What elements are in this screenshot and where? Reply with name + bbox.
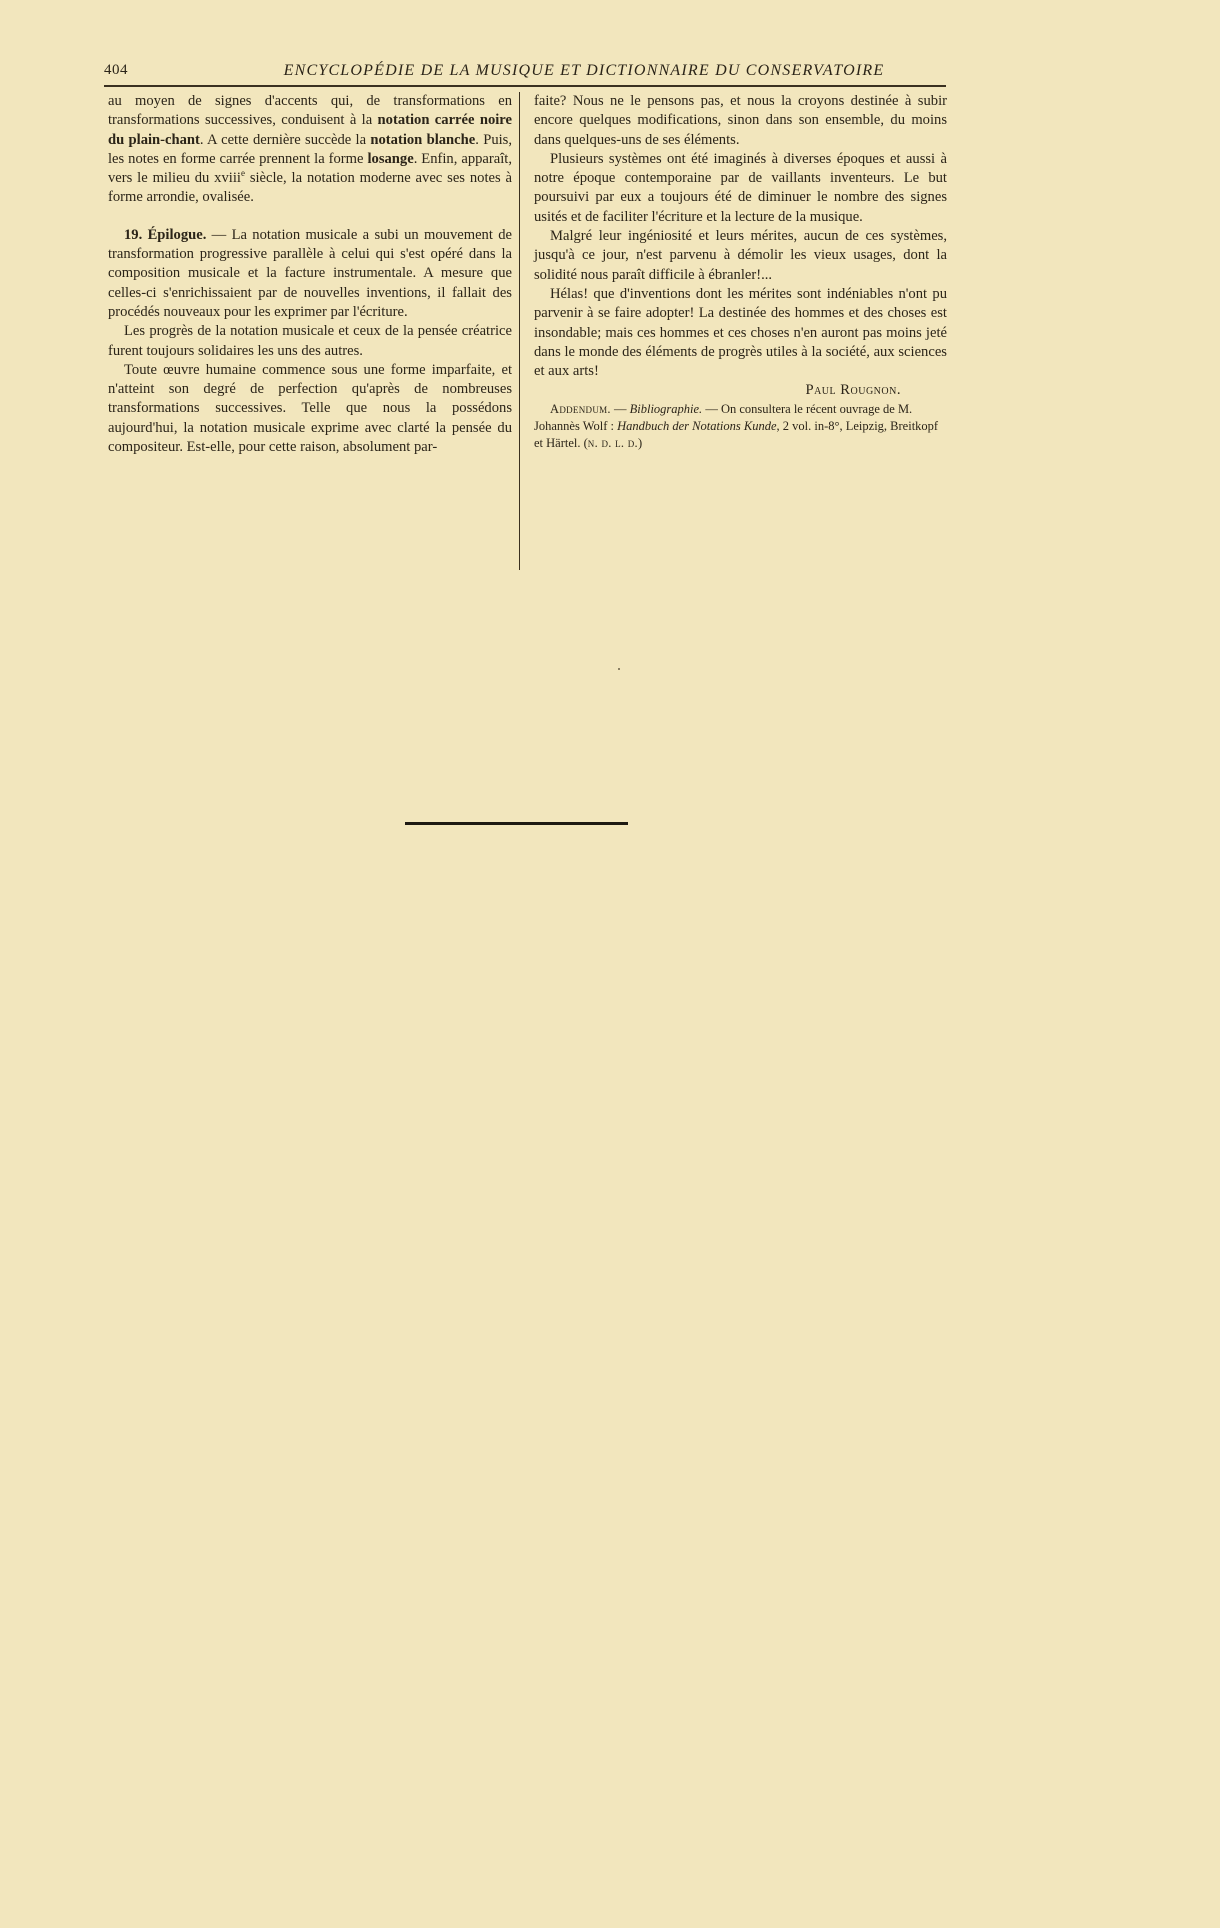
left-paragraph-1 xyxy=(108,92,512,208)
column-divider xyxy=(519,92,520,570)
addendum-topic: Bibliographie. xyxy=(629,401,703,416)
text-run: ) xyxy=(637,435,643,450)
text-run: siècle, la notation moderne avec ses notes à forme arrondie, ovalisée. xyxy=(108,170,512,206)
page-number: 404 xyxy=(104,62,128,78)
author-signature: Paul Rougnon. xyxy=(805,382,901,399)
header-rule xyxy=(104,85,946,87)
text-run: — xyxy=(610,401,630,416)
epilogue-paragraph xyxy=(108,226,512,322)
section-heading: 19. Épilogue. xyxy=(124,226,207,243)
paper-speck xyxy=(618,668,620,670)
end-rule xyxy=(405,822,628,825)
emphasis-run: notation carrée noire du plain-chant xyxy=(108,112,512,148)
text-run: , 2 vol. in-8°, Leipzig, Breitkopf et Härtel. ( xyxy=(534,418,939,450)
superscript: e xyxy=(240,168,245,179)
addendum-note xyxy=(534,401,947,452)
running-title: ENCYCLOPÉDIE DE LA MUSIQUE ET DICTIONNAIRE DU CONSERVATOIRE xyxy=(283,62,885,79)
book-title: Handbuch der Notations Kunde xyxy=(617,418,777,433)
right-paragraph-2: Plusieurs systèmes ont été imaginés à diverses époques et aussi à notre époque contemporaine par de vaillants inventeurs. Le but poursuivi par eux a toujours été de diminuer le nombre des signes usités et de faciliter l'écriture et la lecture de la musique. xyxy=(534,150,947,225)
right-paragraph-3: Malgré leur ingéniosité et leurs mérites, aucun de ces systèmes, jusqu'à ce jour, n'est parvenu à démolir les vieux usages, dont la solidité nous paraît difficile à ébranler!... xyxy=(534,228,947,283)
text-run: . Puis, les notes en forme carrée prennent la forme xyxy=(108,131,513,167)
left-column xyxy=(108,92,512,457)
left-paragraph-3: Les progrès de la notation musicale et ceux de la pensée créatrice furent toujours solidaires les uns des autres. xyxy=(108,323,512,359)
left-paragraph-4: Toute œuvre humaine commence sous une forme imparfaite, et n'atteint son degré de perfection qu'après de nombreuses transformations successives. Telle que nous la possédons aujourd'hui, la notation musicale exprime avec clarté la pensée du compositeur. Est-elle, pour cette raison, absolument par- xyxy=(108,361,512,456)
text-run: . Enfin, apparaît, vers le milieu du xviii xyxy=(108,150,512,187)
right-paragraph-1: faite? Nous ne le pensons pas, et nous la croyons destinée à subir encore quelques modifications, sinon dans son ensemble, du moins dans quelques-uns de ses éléments. xyxy=(534,93,947,148)
right-column xyxy=(534,92,947,452)
addendum-label: Addendum. xyxy=(550,401,611,416)
text-run: au moyen de signes d'accents qui, de transformations en transformations successives, conduisent à la xyxy=(108,93,512,129)
text-run: . A cette dernière succède la xyxy=(199,131,371,148)
emphasis-run: notation blanche xyxy=(370,131,476,148)
text-run: — La notation musicale a subi un mouvement de transformation progressive parallèle à celui qui s'est opéré dans la composition musicale et la facture instrumentale. A mesure que celles-ci s'enrichissaient par de nouvelles inventions, il fallait des procédés nouveaux pour les exprimer par l'écriture. xyxy=(108,226,512,320)
right-paragraph-4: Hélas! que d'inventions dont les mérites sont indéniables n'ont pu parvenir à se faire adopter! La destinée des hommes et des choses est insondable; mais ces hommes et ces choses n'en auront pas moins jeté dans le monde des éléments de progrès utiles à la société, aux sciences et aux arts! xyxy=(534,285,947,380)
text-run: — On consultera le récent ouvrage de M. Johannès Wolf : xyxy=(534,401,913,433)
page-header xyxy=(104,62,946,82)
emphasis-run: losange xyxy=(367,150,414,167)
editor-initials: n. d. l. d. xyxy=(587,435,638,450)
